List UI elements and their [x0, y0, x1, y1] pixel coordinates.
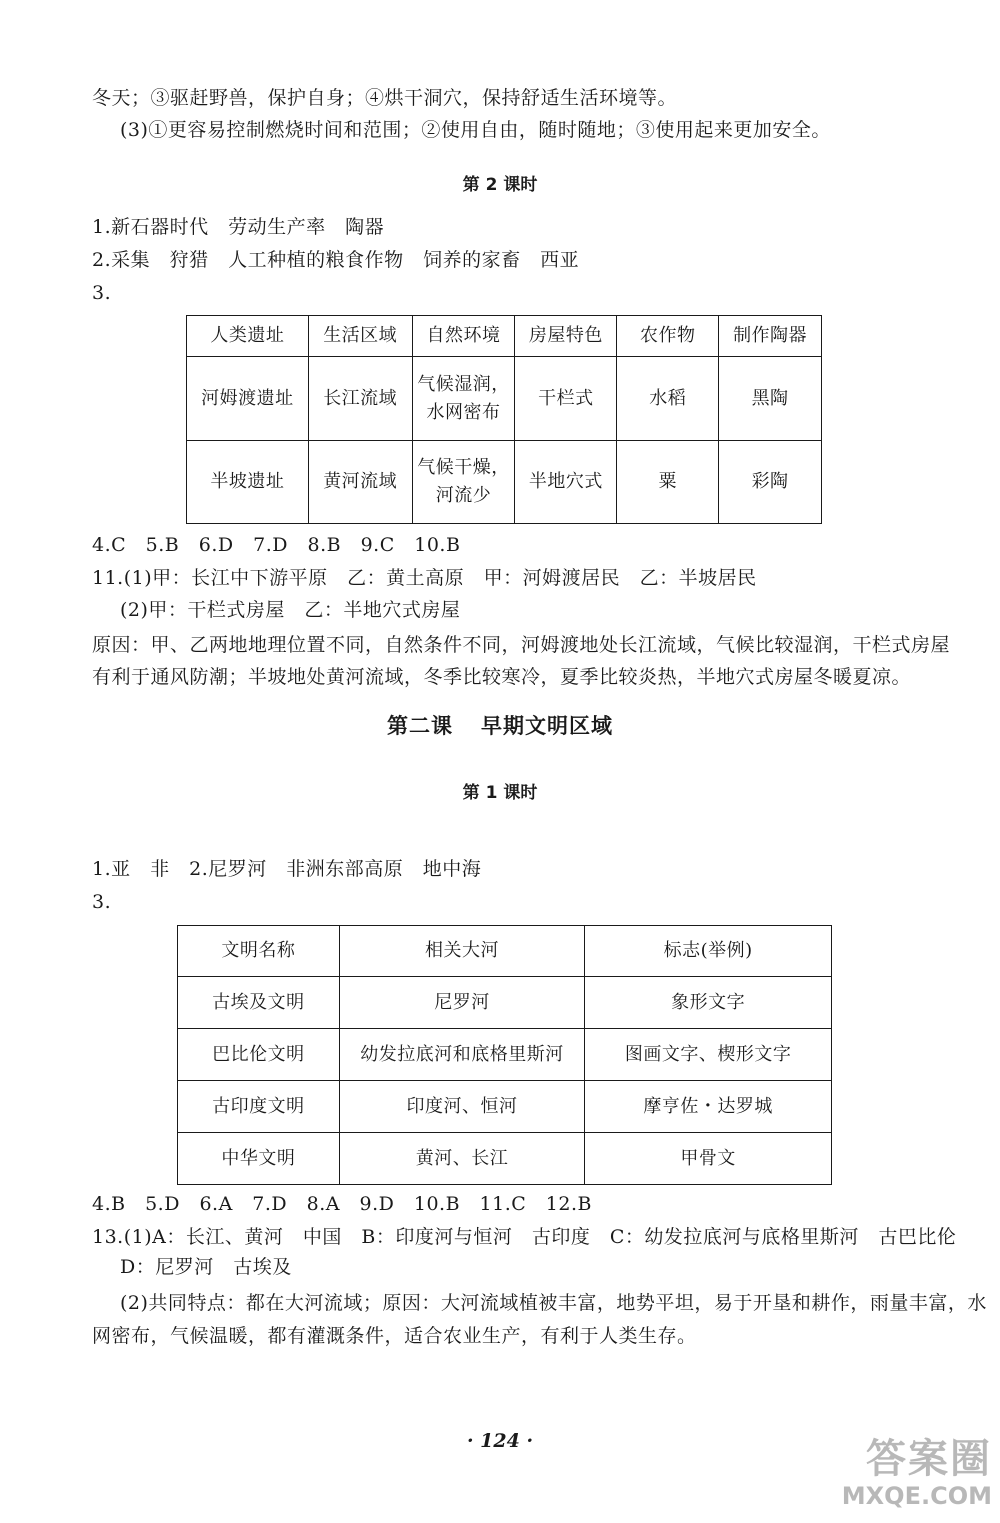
table-cell: 摩亨佐・达罗城	[585, 1081, 832, 1133]
table-cell: 黄河、长江	[339, 1133, 585, 1185]
chapter-title: 早期文明区域	[481, 714, 613, 738]
civilizations-table	[177, 925, 832, 1185]
table-header-cell: 房屋特色	[515, 316, 617, 357]
table-cell: 河姆渡遗址	[187, 357, 309, 441]
answer-q3-label: 3.	[92, 891, 112, 913]
answer-line-winter: 冬天；③驱赶野兽，保护自身；④烘干洞穴，保持舒适生活环境等。	[92, 87, 678, 109]
table-cell: 半坡遗址	[187, 441, 309, 524]
table-header-cell: 农作物	[617, 316, 719, 357]
table-cell: 半地穴式	[515, 441, 617, 524]
table-row	[178, 977, 832, 1029]
answer-q2: 2.采集 狩猎 人工种植的粮食作物 饲养的家畜 西亚	[92, 249, 580, 271]
table-cell-line: 气候湿润，	[417, 373, 510, 395]
table-row	[178, 1029, 832, 1081]
table-cell: 象形文字	[585, 977, 832, 1029]
answer-q3-label: 3.	[92, 282, 112, 304]
table-cell-line: 水网密布	[426, 401, 501, 423]
chapter-number: 第二课	[387, 714, 453, 738]
table-row	[178, 1133, 832, 1185]
chapter-heading	[0, 710, 1000, 740]
table-cell: 甲骨文	[585, 1133, 832, 1185]
table-cell: 图画文字、楔形文字	[585, 1029, 832, 1081]
answer-mc-4-10: 4.C 5.B 6.D 7.D 8.B 9.C 10.B	[92, 534, 461, 556]
table-cell: 巴比伦文明	[178, 1029, 340, 1081]
table-header-cell: 相关大河	[339, 926, 585, 977]
answer-mc-4-12: 4.B 5.D 6.A 7.D 8.A 9.D 10.B 11.C 12.B	[92, 1193, 592, 1215]
answer-q13-part1: 13.(1)A：长江、黄河 中国 B：印度河与恒河 古印度 C：幼发拉底河与底格里斯河 古巴比伦	[92, 1226, 957, 1248]
watermark-url: MXQE.COM	[841, 1482, 992, 1510]
table-cell-line: 河流少	[435, 485, 492, 506]
table-cell: 中华文明	[178, 1133, 340, 1185]
table-cell: 古埃及文明	[178, 977, 340, 1029]
site-watermark	[792, 1437, 992, 1515]
table-header-cell: 制作陶器	[719, 316, 822, 357]
page-number: · 124 ·	[466, 1430, 534, 1452]
table-header-cell: 自然环境	[412, 316, 515, 357]
table-cell: 尼罗河	[339, 977, 585, 1029]
answer-q13-part2-cont: 网密布，气候温暖，都有灌溉条件，适合农业生产，有利于人类生存。	[92, 1325, 697, 1347]
table-row	[187, 357, 822, 441]
table-cell: 印度河、恒河	[339, 1081, 585, 1133]
answer-q11-part1: 11.(1)甲：长江中下游平原 乙：黄土高原 甲：河姆渡居民 乙：半坡居民	[92, 567, 757, 589]
table-cell: 黑陶	[719, 357, 822, 441]
table-cell: 粟	[617, 441, 719, 524]
table-row	[178, 1081, 832, 1133]
section-heading-lesson2: 第 2 课时	[462, 175, 538, 195]
table-header-row	[187, 316, 822, 357]
table-cell: 黄河流域	[308, 441, 412, 524]
table-row	[187, 441, 822, 524]
table-cell-line: 气候干燥，	[417, 457, 510, 478]
neolithic-sites-table	[186, 315, 822, 524]
table-header-cell: 人类遗址	[187, 316, 309, 357]
table-cell: 幼发拉底河和底格里斯河	[339, 1029, 585, 1081]
table-cell: 古印度文明	[178, 1081, 340, 1133]
table-header-cell: 生活区域	[308, 316, 412, 357]
table-cell: 干栏式	[515, 357, 617, 441]
answer-q11-reason-cont: 有利于通风防潮；半坡地处黄河流域，冬季比较寒冷，夏季比较炎热，半地穴式房屋冬暖夏凉。	[92, 666, 912, 688]
table-header-row	[178, 926, 832, 977]
answer-q1: 1.新石器时代 劳动生产率 陶器	[92, 216, 385, 238]
answer-q13-part2: (2)共同特点：都在大河流域；原因：大河流域植被丰富，地势平坦，易于开垦和耕作，雨量丰富，水	[120, 1292, 987, 1314]
answer-q11-part2: (2)甲：干栏式房屋 乙：半地穴式房屋	[120, 599, 461, 621]
table-cell	[412, 357, 515, 441]
answer-q13-part1-cont: D：尼罗河 古埃及	[120, 1256, 292, 1278]
table-cell	[412, 441, 515, 524]
table-cell: 彩陶	[719, 441, 822, 524]
answer-q1-q2: 1.亚 非 2.尼罗河 非洲东部高原 地中海	[92, 858, 482, 880]
answer-q11-reason: 原因：甲、乙两地地理位置不同，自然条件不同，河姆渡地处长江流域，气候比较湿润，干栏式房屋	[92, 634, 951, 656]
section-heading-lesson1: 第 1 课时	[462, 783, 538, 803]
watermark-logo: 答案圈	[866, 1436, 992, 1482]
table-cell: 长江流域	[308, 357, 412, 441]
table-cell: 水稻	[617, 357, 719, 441]
answer-line-fire-control: (3)①更容易控制燃烧时间和范围；②使用自由，随时随地；③使用起来更加安全。	[120, 119, 831, 141]
table-header-cell: 文明名称	[178, 926, 340, 977]
table-header-cell: 标志(举例)	[585, 926, 832, 977]
